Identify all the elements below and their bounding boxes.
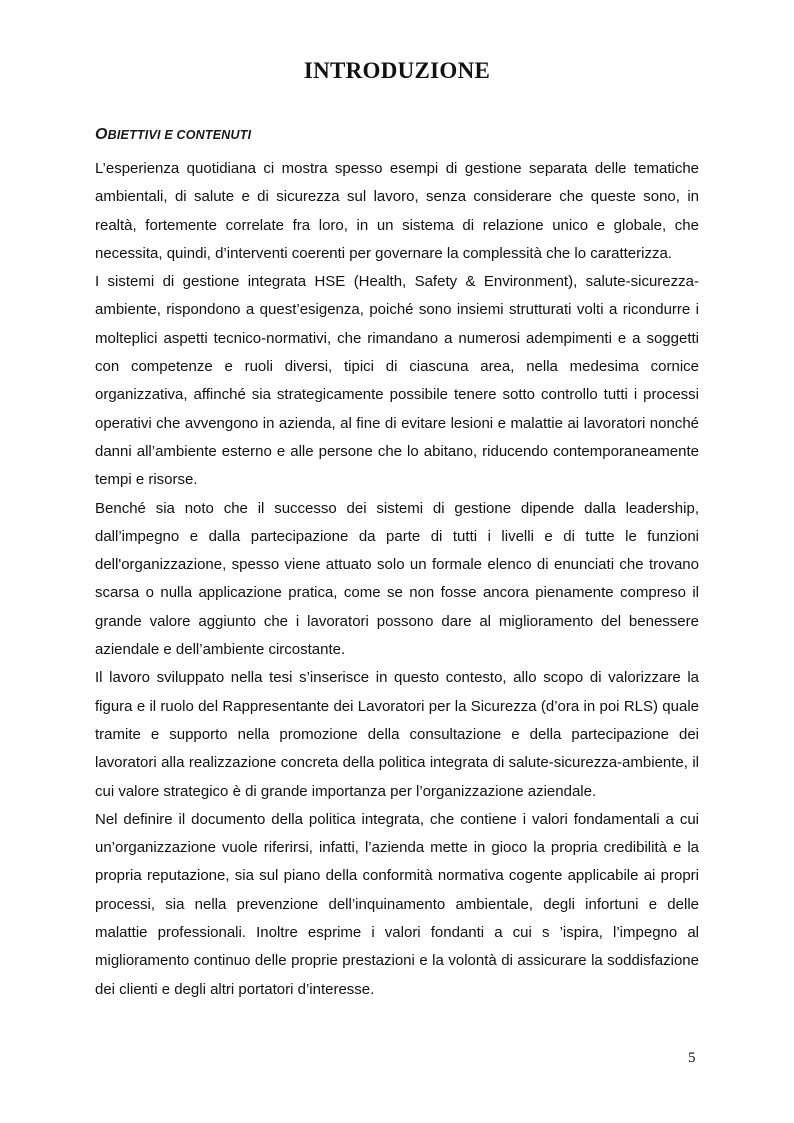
body-text [95,155,699,1004]
paragraph: Il lavoro sviluppato nella tesi s’inserisce in questo contesto, allo scopo di valorizzare la figura e il ruolo del Rappresentante dei Lavoratori per la Sicurezza (d’ora in poi RLS) quale tramite e supporto nella promozione della consultazione e della partecipazione dei lavoratori alla realizzazione concreta della politica integrata di salute-sicurezza-ambiente, il cui valore strategico è di grande importanza per l’organizzazione aziendale. [95,669,699,800]
page-number: 5 [688,1050,696,1066]
chapter-title: INTRODUZIONE [303,58,491,83]
section-heading-rest: BIETTIVI E CONTENUTI [107,128,252,142]
paragraph: L’esperienza quotidiana ci mostra spesso esempi di gestione separata delle tematiche ambientali, di salute e di sicurezza sul lavoro, senza considerare che queste sono, in realtà, fortemente correlate fra loro, in un sistema di relazione unico e globale, che necessita, quindi, d’interventi coerenti per governare la complessità che lo caratterizza. [95,160,699,262]
section-heading-initial: O [95,126,108,143]
section-heading [95,126,251,144]
paragraph: Nel definire il documento della politica integrata, che contiene i valori fondamentali a cui un’organizzazione vuole riferirsi, infatti, l’azienda mette in gioco la propria credibilità e la propria reputazione, sia sul piano della conformità normativa cogente applicabile ai propri processi, sia nella prevenzione dell’inquinamento ambientale, degli infortuni e delle malattie professionali. Inoltre esprime i valori fondanti a cui s ’ispira, l’impegno al miglioramento continuo delle proprie prestazioni e la volontà di assicurare la soddisfazione dei clienti e degli altri portatori d’interesse. [95,810,699,998]
paragraph: Benché sia noto che il successo dei sistemi di gestione dipende dalla leadership, dall’impegno e dalla partecipazione da parte di tutti i livelli e di tutte le funzioni dell'organizzazione, spesso viene attuato solo un formale elenco di enunciati che trovano scarsa o nulla applicazione pratica, come se non fosse ancora pienamente compreso il grande valore aggiunto che i lavoratori possono dare al miglioramento del benessere aziendale e dell’ambiente circostante. [95,499,699,659]
paragraph: I sistemi di gestione integrata HSE (Health, Safety & Environment), salute-sicurezza-ambiente, rispondono a quest’esigenza, poiché sono insiemi strutturati volti a ricondurre i molteplici aspetti tecnico-normativi, che rimandano a numerosi adempimenti e a soggetti con competenze e ruoli diversi, tipici di ciascuna area, nella medesima cornice organizzativa, affinché sia strategicamente possibile tenere sotto controllo tutti i processi operativi che avvengono in azienda, al fine di evitare lesioni e malattie ai lavoratori nonché danni all’ambiente esterno e alle persone che lo abitano, riducendo contemporaneamente tempi e risorse. [95,273,699,489]
